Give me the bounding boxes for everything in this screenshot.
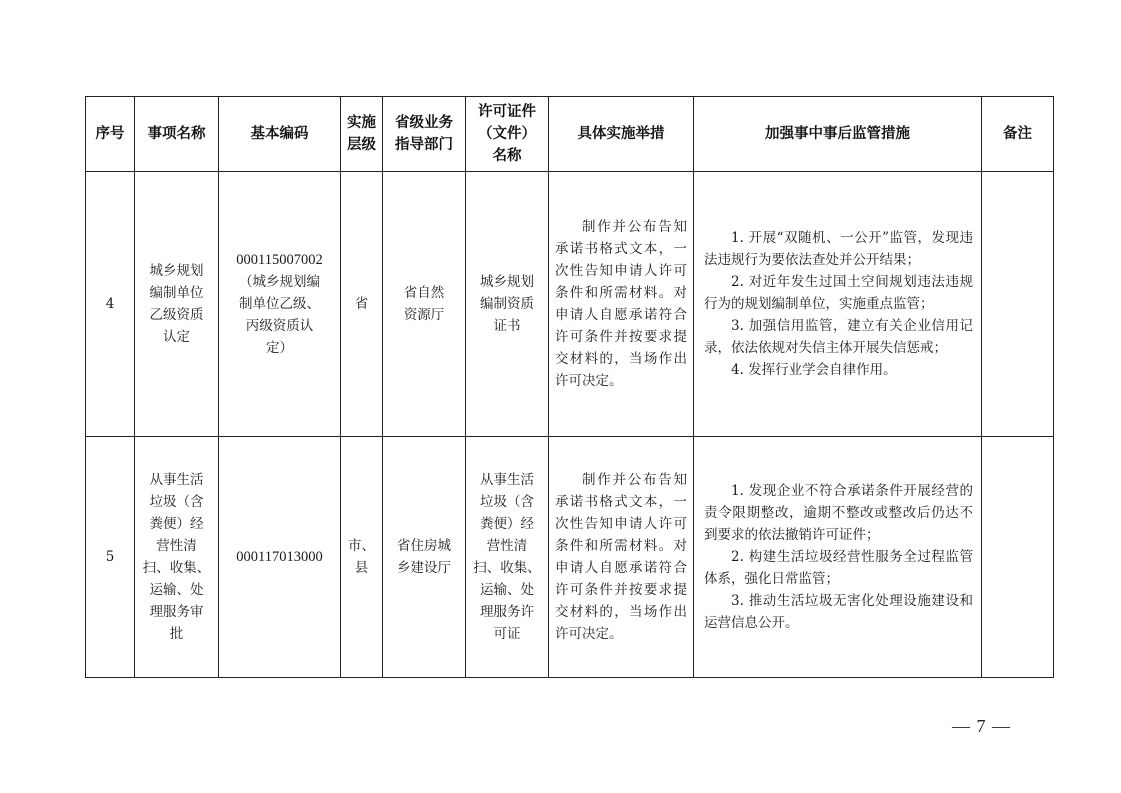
cell-dept (383, 172, 466, 437)
table-body (86, 172, 1054, 678)
cell-license-line: 粪便）经 (480, 516, 534, 532)
header-license-line: 许可证件 (478, 104, 536, 120)
cell-supervision (694, 437, 982, 678)
cell-item-name (135, 437, 219, 678)
cell-basic-code-line: 000115007002 (236, 252, 323, 268)
supervision-item: 3. 加强信用监管，建立有关企业信用记录，依法依规对失信主体开展失信惩戒； (704, 318, 973, 356)
cell-license-line: 理服务许 (480, 604, 534, 620)
header-license-line: （文件） (478, 126, 536, 142)
cell-basic-code-line: 000117013000 (236, 549, 323, 565)
cell-dept-line: 省自然 (403, 285, 445, 301)
supervision-item: 2. 对近年发生过国土空间规划违法违规行为的规划编制单位，实施重点监管； (704, 274, 973, 312)
cell-remarks (982, 437, 1054, 678)
cell-license-line: 证书 (493, 318, 521, 334)
cell-item-name-line: 理服务审 (149, 604, 204, 620)
supervision-item: 1. 开展“双随机、一公开”监管，发现违法违规行为要依法查处并公开结果； (704, 230, 973, 268)
measures-text: 制作并公布告知承诺书格式文本，一次性告知申请人许可条件和所需材料。对申请人自愿承诺符合许可条件并按要求提交材料的，当场作出许可决定。 (555, 219, 687, 389)
cell-license (466, 437, 549, 678)
cell-item-name-line: 扫、收集、 (142, 560, 211, 576)
cell-license-line: 运输、处 (480, 582, 534, 598)
cell-item-name-line: 认定 (163, 329, 190, 345)
header-dept (383, 97, 466, 172)
table-row (86, 172, 1054, 437)
header-item-name: 事项名称 (135, 97, 219, 172)
cell-measures (549, 437, 694, 678)
cell-license-line: 编制资质 (480, 296, 534, 312)
supervision-item: 3. 推动生活垃圾无害化处理设施建设和运营信息公开。 (704, 593, 973, 631)
cell-level (341, 172, 383, 437)
supervision-item: 1. 发现企业不符合承诺条件开展经营的责令限期整改，逾期不整改或整改后仍达不到要求的依法撤销许可证件； (704, 483, 973, 543)
cell-item-name-line: 乙级资质 (149, 307, 204, 323)
supervision-item: 2. 构建生活垃圾经营性服务全过程监管体系，强化日常监管； (704, 549, 973, 587)
header-license (466, 97, 549, 172)
cell-measures (549, 172, 694, 437)
measures-text: 制作并公布告知承诺书格式文本，一次性告知申请人许可条件和所需材料。对申请人自愿承诺符合许可条件并按要求提交材料的，当场作出许可决定。 (555, 472, 687, 642)
cell-item-name-line: 编制单位 (149, 285, 204, 301)
cell-item-name-line: 垃圾（含 (149, 494, 204, 510)
cell-level (341, 437, 383, 678)
header-row (86, 97, 1054, 172)
header-level-line: 层级 (347, 137, 376, 153)
cell-item-name-line: 批 (169, 626, 184, 642)
cell-license-line: 垃圾（含 (480, 494, 534, 510)
cell-dept-line: 资源厅 (403, 307, 445, 323)
header-license-line: 名称 (492, 148, 522, 164)
cell-basic-code-line: 定） (266, 340, 293, 356)
cell-level-line: 省 (354, 296, 369, 312)
cell-item-name-line: 营性清 (156, 538, 197, 554)
cell-license (466, 172, 549, 437)
cell-license-line: 扫、收集、 (473, 560, 541, 576)
cell-basic-code (219, 172, 341, 437)
header-dept-line: 指导部门 (395, 137, 453, 153)
cell-remarks (982, 172, 1054, 437)
header-dept-line: 省级业务 (395, 115, 453, 131)
cell-level-line: 县 (354, 560, 369, 576)
header-seq: 序号 (86, 97, 135, 172)
cell-basic-code-line: （城乡规划编 (239, 274, 320, 290)
header-supervision: 加强事中事后监管措施 (694, 97, 982, 172)
cell-license-line: 营性清 (486, 538, 528, 554)
cell-dept-line: 省住房城 (397, 538, 451, 554)
header-basic-code: 基本编码 (219, 97, 341, 172)
cell-basic-code-line: 制单位乙级、 (239, 296, 320, 312)
header-measures: 具体实施举措 (549, 97, 694, 172)
cell-dept (383, 437, 466, 678)
header-remarks: 备注 (982, 97, 1054, 172)
table-row (86, 437, 1054, 678)
cell-item-name-line: 运输、处 (149, 582, 204, 598)
cell-license-line: 城乡规划 (480, 274, 534, 290)
header-level-line: 实施 (347, 115, 376, 131)
cell-dept-line: 乡建设厅 (397, 560, 451, 576)
header-level (341, 97, 383, 172)
cell-basic-code (219, 437, 341, 678)
page-number: — 7 — (952, 716, 1011, 736)
supervision-item: 4. 发挥行业学会自律作用。 (731, 362, 897, 378)
cell-license-line: 可证 (493, 626, 521, 642)
cell-item-name-line: 从事生活 (149, 472, 204, 488)
cell-supervision (694, 172, 982, 437)
approval-items-table (85, 96, 1054, 678)
cell-item-name (135, 172, 219, 437)
cell-basic-code-line: 丙级资质认 (245, 318, 314, 334)
cell-seq: 5 (86, 437, 135, 678)
cell-license-line: 从事生活 (480, 472, 534, 488)
cell-level-line: 市、 (348, 538, 375, 554)
cell-seq: 4 (86, 172, 135, 437)
cell-item-name-line: 粪便）经 (149, 516, 204, 532)
cell-item-name-line: 城乡规划 (149, 263, 204, 279)
